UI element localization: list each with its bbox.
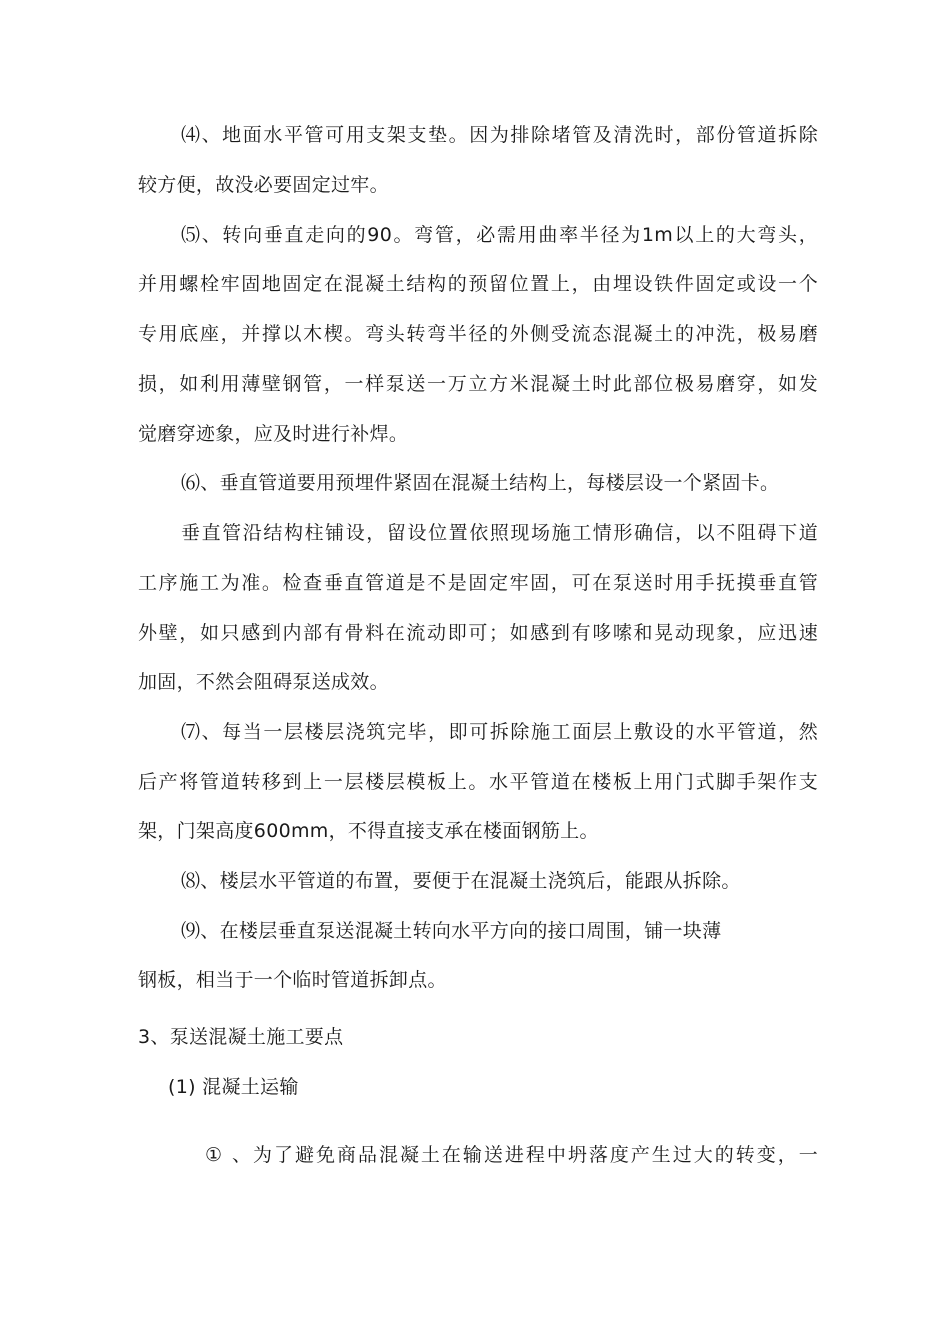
text-line: 垂直管沿结构柱铺设，留设位置依照现场施工情形确信，以不阻碍下道 <box>181 522 818 544</box>
section-heading: 3、泵送混凝土施工要点 <box>138 1026 344 1048</box>
text-line: 并用螺栓牢固地固定在混凝土结构的预留位置上，由埋设铁件固定或设一个 <box>138 273 818 295</box>
text-line: ⑼、在楼层垂直泵送混凝土转向水平方向的接口周围，铺一块薄 <box>181 920 722 942</box>
text-line: ⑺、每当一层楼层浇筑完毕，即可拆除施工面层上敷设的水平管道，然 <box>181 721 818 743</box>
text-line: 加固，不然会阻碍泵送成效。 <box>138 671 389 693</box>
text-line: 架，门架高度600mm，不得直接支承在楼面钢筋上。 <box>138 820 599 842</box>
subsection-heading: (1) 混凝土运输 <box>168 1076 299 1098</box>
text-line: 专用底座，并撑以木楔。弯头转弯半径的外侧受流态混凝土的冲洗，极易磨 <box>138 323 818 345</box>
text-line: 后产将管道转移到上一层楼层模板上。水平管道在楼板上用门式脚手架作支 <box>138 771 818 793</box>
text-line: ⑹、垂直管道要用预埋件紧固在混凝土结构上，每楼层设一个紧固卡。 <box>181 472 780 494</box>
text-line: ⑻、楼层水平管道的布置，要便于在混凝土浇筑后，能跟从拆除。 <box>181 870 741 892</box>
text-line: 工序施工为准。检查垂直管道是不是固定牢固，可在泵送时用手抚摸垂直管 <box>138 572 818 594</box>
text-line: ⑸、转向垂直走向的90。弯管，必需用曲率半径为1m以上的大弯头， <box>181 224 818 246</box>
text-line: 钢板，相当于一个临时管道拆卸点。 <box>138 969 447 991</box>
text-line: ⑷、地面水平管可用支架支垫。因为排除堵管及清洗时，部份管道拆除 <box>181 124 818 146</box>
text-line: 外壁，如只感到内部有骨料在流动即可；如感到有哆嗦和晃动现象，应迅速 <box>138 622 818 644</box>
text-line: ① 、为了避免商品混凝土在输送进程中坍落度产生过大的转变，一 <box>205 1144 818 1166</box>
text-line: 较方便，故没必要固定过牢。 <box>138 174 389 196</box>
text-line: 损，如利用薄壁钢管，一样泵送一万立方米混凝土时此部位极易磨穿，如发 <box>138 373 818 395</box>
text-line: 觉磨穿迹象，应及时进行补焊。 <box>138 423 409 445</box>
